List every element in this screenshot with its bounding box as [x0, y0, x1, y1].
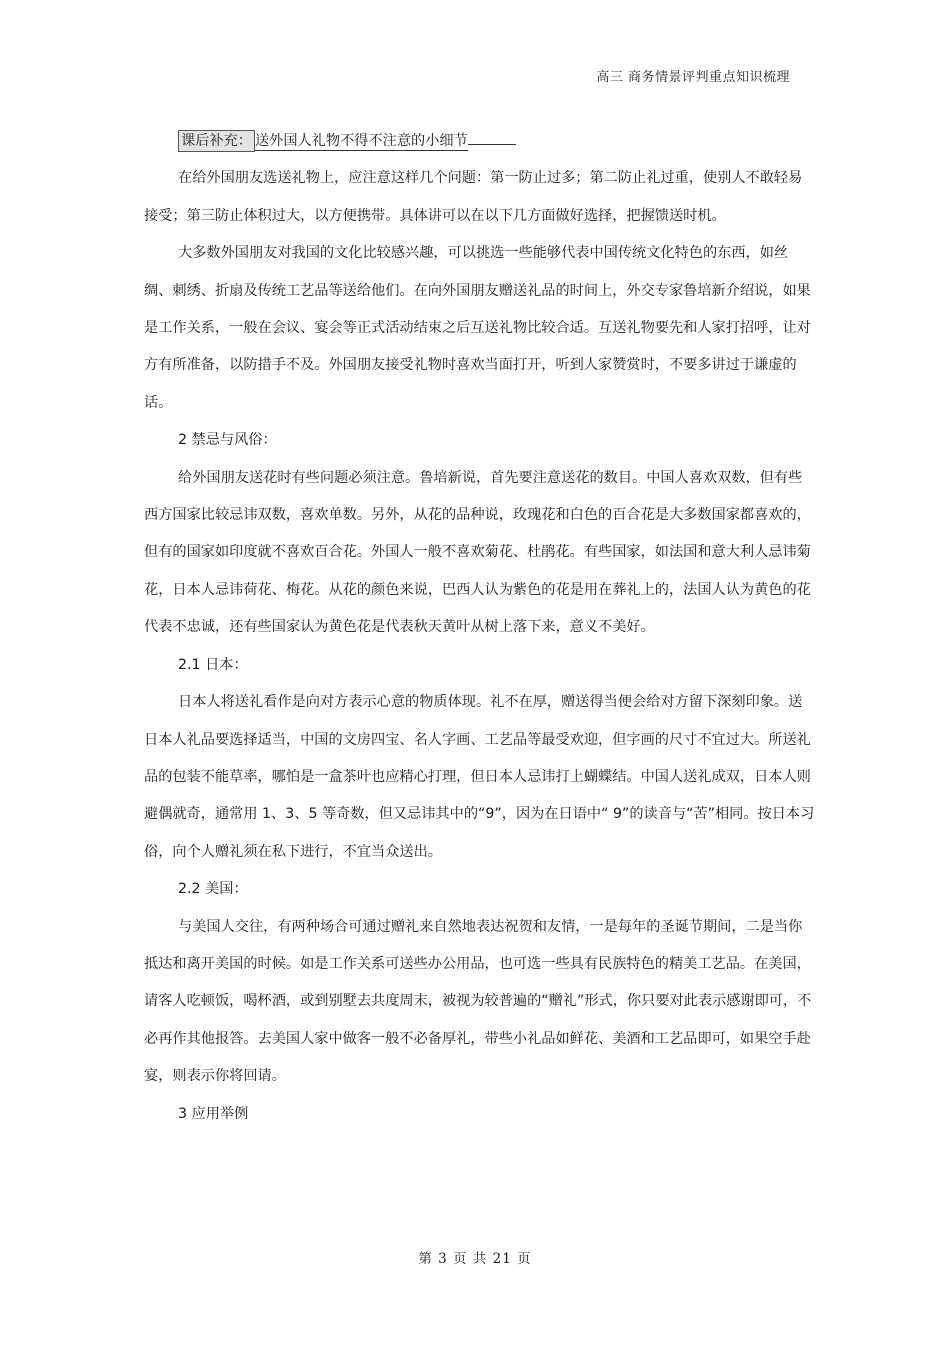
- section-heading-taboos: 2 禁忌与风俗：: [178, 432, 277, 449]
- section-heading-usa: 2.2 美国：: [178, 881, 248, 898]
- paragraph-flowers: 给外国朋友送花时有些问题必须注意。鲁培新说，首先要注意送花的数目。中国人喜欢双数，但有些西方国家比较忌讳双数，喜欢单数。另外，从花的品种说，玫瑰花和白色的百合花是大多数国家都喜欢的，但有的国家如印度就不喜欢百合花。外国人一般不喜欢菊花、杜鹃花。有些国家，如法国和意大利人忌讳菊花，日本人忌讳荷花、梅花。从花的颜色来说，巴西人认为紫色的花是用在葬礼上的，法国人认为黄色的花代表不忠诚，还有些国家认为黄色花是代表秋天黄叶从树上落下来，意义不美好。: [144, 469, 811, 636]
- paragraph-usa: 与美国人交往，有两种场合可通过赠礼来自然地表达祝贺和友情，一是每年的圣诞节期间，二是当你抵达和离开美国的时候。如是工作关系可送些办公用品，也可选一些具有民族特色的精美工艺品。在美国，请客人吃顿饭，喝杯酒，或到别墅去共度周末，被视为较普遍的“赠礼”形式，你只要对此表示感谢即可，不必再作其他报答。去美国人家中做客一般不必备厚礼，带些小礼品如鲜花、美酒和工艺品即可，如果空手赴宴，则表示你将回请。: [144, 918, 812, 1085]
- paragraph-japan: 日本人将送礼看作是向对方表示心意的物质体现。礼不在厚，赠送得当便会给对方留下深刻印象。送日本人礼品要选择适当，中国的文房四宝、名人字画、工艺品等最受欢迎，但字画的尺寸不宜过大。所送礼品的包装不能草率，哪怕是一盒茶叶也应精心打理，但日本人忌讳打上蝴蝶结。中国人送礼成双，日本人则避偶就奇，通常用 1、3、5 等奇数，但又忌讳其中的“9”，因为在日语中“ 9”的读音与“苦”相同。按日本习俗，向个人赠礼须在私下进行，不宜当众送出。: [144, 694, 815, 860]
- paragraph-gift-selection: 在给外国朋友选送礼物上，应注意这样几个问题：第一防止过多；第二防止礼过重，使别人不敢轻易接受；第三防止体积过大，以方便携带。具体讲可以在以下几方面做好选择，把握馈送时机。: [144, 170, 803, 224]
- document-body: [144, 123, 816, 1133]
- section-heading-examples: 3 应用举例: [178, 1105, 249, 1122]
- supplement-title: [144, 123, 816, 160]
- page-number: 第 3 页 共 21 页: [418, 1251, 532, 1267]
- page-header: 高三 商务情景评判重点知识梳理: [596, 70, 790, 85]
- supplement-title-text: 送外国人礼物不得不注意的小细节: [254, 133, 468, 149]
- supplement-label: 课后补充：: [178, 130, 255, 152]
- title-underline: [468, 130, 516, 145]
- paragraph-culture-timing: 大多数外国朋友对我国的文化比较感兴趣，可以挑选一些能够代表中国传统文化特色的东西，如丝绸、刺绣、折扇及传统工艺品等送给他们。在向外国朋友赠送礼品的时间上，外交专家鲁培新介绍说，如果是工作关系，一般在会议、宴会等正式活动结束之后互送礼物比较合适。互送礼物要先和人家打招呼，让对方有所准备，以防措手不及。外国朋友接受礼物时喜欢当面打开，听到人家赞赏时，不要多讲过于谦虚的话。: [144, 245, 811, 411]
- section-heading-japan: 2.1 日本：: [178, 656, 248, 673]
